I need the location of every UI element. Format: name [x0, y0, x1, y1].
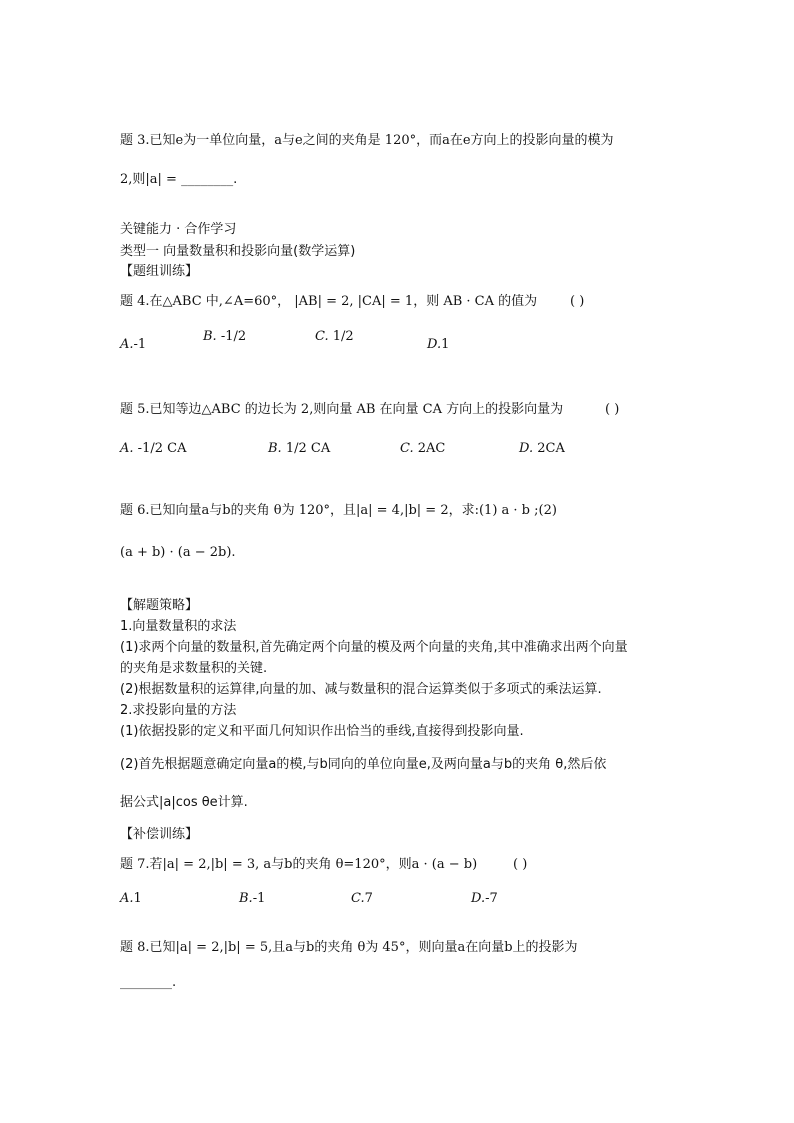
strategy-p1a: (1)求两个向量的数量积,首先确定两个向量的模及两个向量的夹角,其中准确求出两个向量 — [120, 640, 628, 655]
q4-option-b — [203, 329, 246, 344]
strategy-p3: (1)依据投影的定义和平面几何知识作出恰当的垂线,直接得到投影向量. — [120, 724, 524, 739]
q8-line2: ________. — [120, 975, 177, 990]
q5-option-b — [268, 441, 330, 456]
option-value: -7 — [485, 891, 498, 906]
q5-option-c — [400, 441, 445, 456]
option-label: C. — [315, 329, 329, 344]
option-label: C. — [351, 891, 365, 906]
q5-option-d — [519, 441, 565, 456]
option-label: C. — [400, 441, 414, 456]
q6-line1: 题 6.已知向量a与b的夹角 θ为 120°，且|a| = 4,|b| = 2，求:(1) a · b ;(2) — [120, 503, 557, 518]
strategy-heading: 【解题策略】 — [120, 598, 199, 613]
section-title: 关键能力 · 合作学习 — [120, 222, 237, 237]
option-label: D. — [427, 337, 442, 352]
option-value: -1 — [252, 891, 266, 906]
group-training-heading: 【题组训练】 — [120, 264, 199, 279]
option-value: -1/2 — [220, 329, 247, 344]
q4-option-a — [120, 337, 146, 352]
q5-answer-paren: ( ) — [605, 402, 620, 417]
option-label: A. — [120, 337, 134, 352]
option-label: A. — [120, 891, 134, 906]
strategy-h1: 1.向量数量积的求法 — [120, 619, 237, 634]
q5-stem: 题 5.已知等边△ABC 的边长为 2,则向量 AB 在向量 CA 方向上的投影向量为 — [120, 402, 564, 417]
option-value: 2CA — [537, 441, 565, 456]
option-label: D. — [519, 441, 534, 456]
strategy-p4b: 据公式|a|cos θe计算. — [120, 795, 248, 810]
option-value: 2AC — [417, 441, 446, 456]
option-value: 7 — [364, 891, 373, 906]
q3-line1: 题 3.已知e为一单位向量，a与e之间的夹角是 120°，而a在e方向上的投影向量的模为 — [120, 133, 614, 148]
q7-option-d — [471, 891, 498, 906]
option-label: B. — [268, 441, 282, 456]
strategy-p4a: (2)首先根据题意确定向量a的模,与b同向的单位向量e,及两向量a与b的夹角 θ,然后依 — [120, 757, 607, 772]
q4-stem — [120, 294, 537, 310]
option-value: -1/2 CA — [137, 441, 187, 456]
q4-stem-text: 题 4.在△ABC 中,∠A=60°， |AB| = 2, |CA| = 1，则 AB · CA 的值为 — [120, 294, 538, 309]
q4-option-c — [315, 329, 354, 344]
option-value: 1/2 — [332, 329, 354, 344]
option-value: 1/2 CA — [285, 441, 331, 456]
q7-answer-paren: ( ) — [513, 857, 528, 872]
q8-line1: 题 8.已知|a| = 2,|b| = 5,且a与b的夹角 θ为 45°，则向量a在向量b上的投影为 — [120, 940, 578, 955]
q4-option-d — [427, 337, 449, 352]
strategy-p1b: 的夹角是求数量积的关键. — [120, 661, 268, 676]
type1-heading: 类型一 向量数量积和投影向量(数学运算) — [120, 244, 356, 259]
q7-option-b — [239, 891, 265, 906]
option-value: -1 — [133, 337, 147, 352]
strategy-h2: 2.求投影向量的方法 — [120, 703, 237, 718]
q7-option-a — [120, 891, 142, 906]
q5-option-a — [120, 441, 186, 456]
q7-option-c — [351, 891, 373, 906]
option-value: 1 — [441, 337, 450, 352]
option-label: A. — [120, 441, 134, 456]
q4-answer-paren: ( ) — [570, 294, 585, 309]
q7-stem: 题 7.若|a| = 2,|b| = 3, a与b的夹角 θ=120°，则a · (a − b) — [120, 857, 478, 872]
option-label: D. — [471, 891, 486, 906]
q3-line2: 2,则|a| = ________. — [120, 172, 238, 187]
supplement-heading: 【补偿训练】 — [120, 827, 199, 842]
strategy-p2: (2)根据数量积的运算律,向量的加、减与数量积的混合运算类似于多项式的乘法运算. — [120, 682, 602, 697]
option-label: B. — [239, 891, 253, 906]
option-label: B. — [203, 329, 217, 344]
option-value: 1 — [133, 891, 142, 906]
q6-line2: (a + b) · (a − 2b). — [120, 545, 236, 560]
